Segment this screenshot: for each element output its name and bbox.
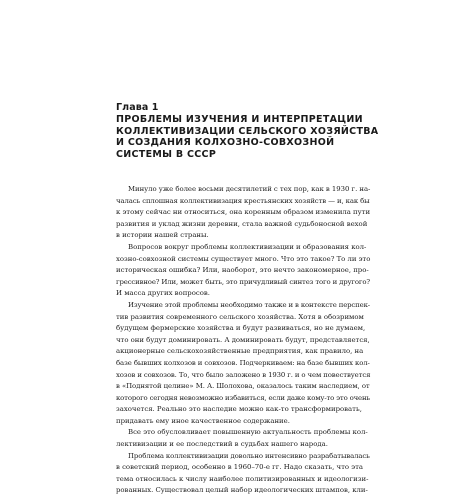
body-line: Проблема коллективизации довольно интенсивно разрабатывалась [128, 451, 370, 460]
body-line: хозно-совхозной системы существует много. Что это такое? То ли это [116, 254, 371, 263]
chapter-label: Глава 1 [116, 102, 159, 113]
body-line: придавать ему иное качественное содержание. [116, 416, 290, 425]
body-line: которого сегодня невозможно избавиться, если даже кому-то это очень [116, 393, 370, 402]
body-line: Изучение этой проблемы необходимо также и в контексте перспек- [128, 300, 370, 309]
body-line: базе бывших колхозов и совхозов. Подчеркиваем: на базе бывших кол- [116, 358, 370, 367]
body-line: к этому сейчас ни относиться, она коренным образом изменила пути [116, 208, 371, 217]
chapter-title [116, 114, 379, 160]
body-line: захочется. Реально это наследие можно как-то трансформировать, [116, 405, 362, 414]
body-line: будущем фермерские хозяйства и будут развиваться, но не думаем, [116, 324, 366, 333]
body-line: акционерные сельскохозяйственные предприятия, как правило, на [116, 347, 364, 356]
chapter-title-line: И СОЗДАНИЯ КОЛХОЗНО-СОВХОЗНОЙ [116, 137, 335, 149]
body-line: в «Поднятой целине» М. А. Шолохова, оказалось таким наследием, от [116, 382, 370, 391]
body-text [116, 184, 370, 497]
body-line: Минуло уже более восьми десятилетий с тех пор, как в 1930 г. на- [128, 185, 371, 193]
chapter-title-line: СИСТЕМЫ В СССР [116, 148, 217, 160]
body-line: тив развития современного сельского хозяйства. Хотя в обозримом [116, 312, 364, 321]
body-line: хозов и совхозов. То, что было заложено в 1930 г. и о чем повествуется [116, 370, 371, 379]
body-line: грессивное? Или, может быть, это причудливый синтез того и другого? [116, 277, 370, 286]
body-line: Вопросов вокруг проблемы коллективизации и образования кол- [128, 242, 367, 251]
body-line: тема относилась к числу наиболее политизированных и идеологизи- [116, 474, 369, 483]
body-line: развития и уклад жизни деревни, стала важной судьбоносной вехой [116, 219, 368, 228]
body-line: в истории нашей страны. [116, 231, 209, 240]
body-line: что они будут доминировать. А доминировать будут, представляется, [116, 335, 370, 344]
body-line: чалась сплошная коллективизация крестьянских хозяйств — и, как бы [116, 196, 370, 205]
body-line: лективизации и ее последствий в судьбах нашего народа. [116, 440, 328, 449]
body-line: историческая ошибка? Или, наоборот, это нечто закономерное, про- [116, 266, 369, 275]
body-line: И масса других вопросов. [116, 289, 210, 298]
body-line: рованных. Существовал целый набор идеологических штампов, кли- [116, 486, 368, 495]
chapter-title-line: ПРОБЛЕМЫ ИЗУЧЕНИЯ И ИНТЕРПРЕТАЦИИ [116, 114, 363, 125]
chapter-title-line: КОЛЛЕКТИВИЗАЦИИ СЕЛЬСКОГО ХОЗЯЙСТВА [116, 125, 379, 137]
body-line: Все это обусловливает повышенную актуальность проблемы кол- [128, 428, 368, 437]
body-line: в советский период, особенно в 1960–70-е гг. Надо сказать, что эта [116, 463, 364, 472]
